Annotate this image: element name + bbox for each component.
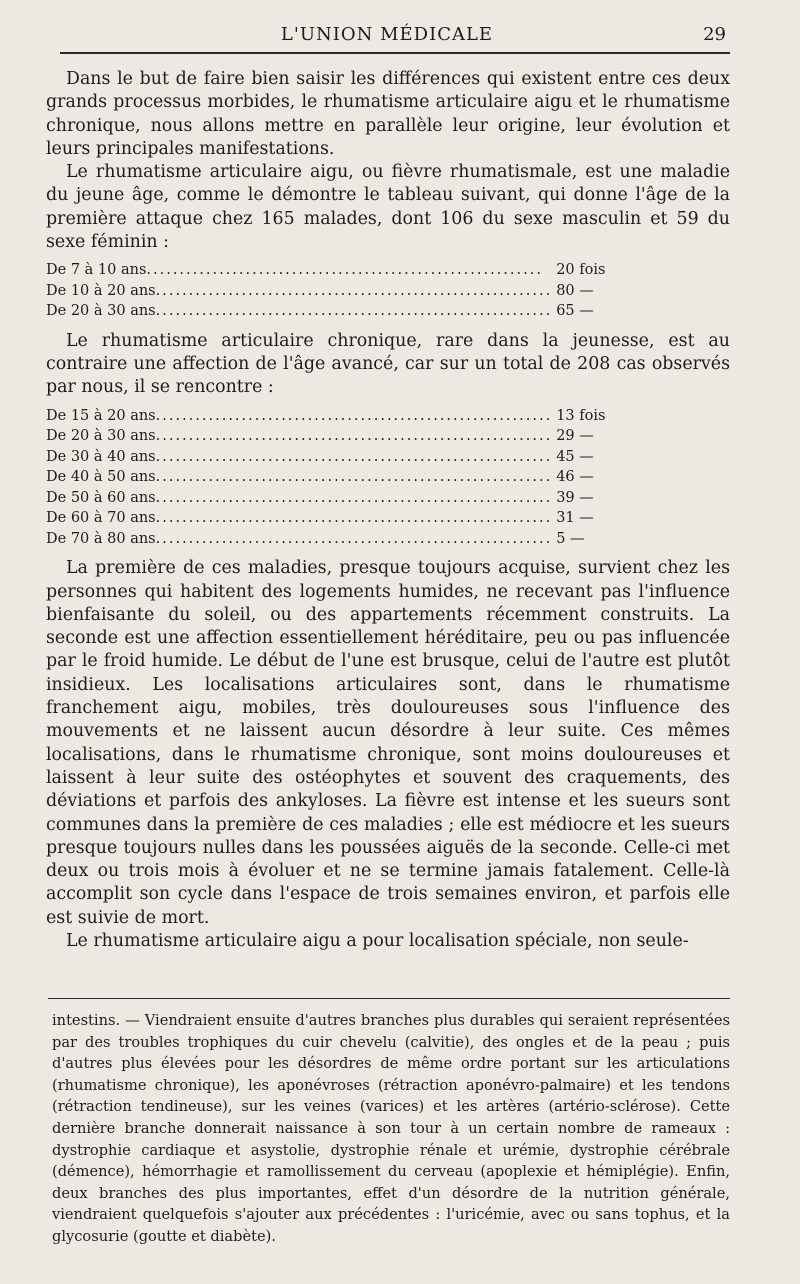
paragraph-5: Le rhumatisme articulaire aigu a pour localisation spéciale, non seule- xyxy=(66,931,689,952)
table-row xyxy=(46,281,605,302)
acute-age-table xyxy=(46,260,605,322)
article-body xyxy=(46,68,730,953)
table-row xyxy=(46,426,605,447)
paragraph-3: Le rhumatisme articulaire chronique, rare dans la jeunesse, est au contraire une affection de l'âge avancé, car sur un total de 208 cas observés par nous, il se rencontre : xyxy=(46,330,730,398)
case-count: 46 — xyxy=(556,469,594,486)
paragraph-2: Le rhumatisme articulaire aigu, ou fièvre rhumatismale, est une maladie du jeune âge, comme le démontre le tableau suivant, qui donne l'âge de la première attaque chez 165 malades, dont 106 du sexe masculin et 59 du sexe féminin : xyxy=(46,162,730,253)
table-row xyxy=(46,447,605,468)
leader-dots: ............................................................ xyxy=(155,469,553,486)
age-range-label: De 60 à 70 ans xyxy=(46,510,156,527)
leader-dots: ............................................................ xyxy=(155,448,553,465)
table-row xyxy=(46,260,605,281)
table-row xyxy=(46,467,605,488)
leader-dots: ............................................................ xyxy=(155,407,553,424)
header-rule xyxy=(60,52,730,54)
age-range-label: De 15 à 20 ans xyxy=(46,407,156,424)
table-row xyxy=(46,301,605,322)
paragraph-1: Dans le but de faire bien saisir les différences qui existent entre ces deux grands processus morbides, le rhumatisme articulaire aigu et le rhumatisme chronique, nous allons mettre en parallèle leur origine, leur évolution et leurs principales manifestations. xyxy=(46,69,730,159)
page-header xyxy=(48,20,726,50)
case-count: 39 — xyxy=(556,489,594,506)
leader-dots: ............................................................ xyxy=(155,510,553,527)
leader-dots: ............................................................ xyxy=(155,303,553,320)
table-row xyxy=(46,406,605,427)
table-row xyxy=(46,529,605,550)
page-number: 29 xyxy=(703,24,726,45)
case-count: 20 fois xyxy=(556,262,606,279)
age-range-label: De 7 à 10 ans xyxy=(46,262,147,279)
age-range-label: De 30 à 40 ans xyxy=(46,448,156,465)
age-range-label: De 20 à 30 ans xyxy=(46,428,156,445)
case-count: 31 — xyxy=(556,510,594,527)
case-count: 13 fois xyxy=(556,407,606,424)
leader-dots: ............................................................ xyxy=(146,262,543,279)
footnote-text: intestins. — Viendraient ensuite d'autres branches plus durables qui seraient représentées par des troubles trophiques du cuir chevelu (calvitie), des ongles et de la peau ; puis d'autres plus élevées pour les désordres de même ordre portant sur les articulations (rhumatisme chronique), les aponévroses (rétraction aponévro-palmaire) et les tendons (rétraction tendineuse), sur les veines (varices) et les artères (artério-sclérose). Cette dernière branche donnerait naissance à son tour à un certain nombre de rameaux : dystrophie cardiaque et asystolie, dystrophie rénale et urémie, dystrophie cérébrale (démence), hémorrhagie et ramollissement du cerveau (apoplexie et hémiplégie). Enfin, deux branches des plus importantes, effet d'un désordre de la nutrition générale, viendraient quelquefois s'ajouter aux précédentes : l'uricémie, avec ou sans tophus, et la glycosurie (goutte et diabète). xyxy=(52,1012,730,1245)
case-count: 29 — xyxy=(556,428,594,445)
case-count: 5 — xyxy=(556,530,585,547)
leader-dots: ............................................................ xyxy=(155,530,553,547)
running-title: L'UNION MÉDICALE xyxy=(280,24,494,45)
case-count: 45 — xyxy=(556,448,594,465)
leader-dots: ............................................................ xyxy=(155,428,553,445)
age-range-label: De 70 à 80 ans xyxy=(46,530,156,547)
case-count: 80 — xyxy=(556,282,594,299)
case-count: 65 — xyxy=(556,303,594,320)
age-range-label: De 20 à 30 ans xyxy=(46,303,156,320)
leader-dots: ............................................................ xyxy=(155,489,553,506)
chronic-age-table xyxy=(46,406,605,550)
age-range-label: De 50 à 60 ans xyxy=(46,489,156,506)
table-row xyxy=(46,508,605,529)
leader-dots: ............................................................ xyxy=(155,282,553,299)
footnote xyxy=(52,1010,730,1248)
age-range-label: De 10 à 20 ans xyxy=(46,282,156,299)
table-row xyxy=(46,488,605,509)
paragraph-4: La première de ces maladies, presque toujours acquise, survient chez les personnes qui habitent des logements humides, ne recevant pas l'influence bienfaisante du soleil, ou des appartements récemment construits. La seconde est une affection essentiellement héréditaire, peu ou pas influencée par le froid humide. Le début de l'une est brusque, celui de l'autre est plutôt insidieux. Les localisations articulaires sont, dans le rhumatisme franchement aigu, mobiles, très douloureuses sous l'influence des mouvements et ne laissent aucun désordre à leur suite. Ces mêmes localisations, dans le rhumatisme chronique, sont moins douloureuses et laissent à leur suite des ostéophytes et souvent des craquements, des déviations et parfois des ankyloses. La fièvre est intense et les sueurs sont communes dans la première de ces maladies ; elle est médiocre et les sueurs presque toujours nulles dans les poussées aiguës de la seconde. Celle-ci met deux ou trois mois à évoluer et ne se termine jamais fatalement. Celle-là accomplit son cycle dans l'espace de trois semaines environ, et parfois elle est suivie de mort. xyxy=(46,558,730,928)
age-range-label: De 40 à 50 ans xyxy=(46,469,156,486)
footnote-rule xyxy=(48,998,730,999)
